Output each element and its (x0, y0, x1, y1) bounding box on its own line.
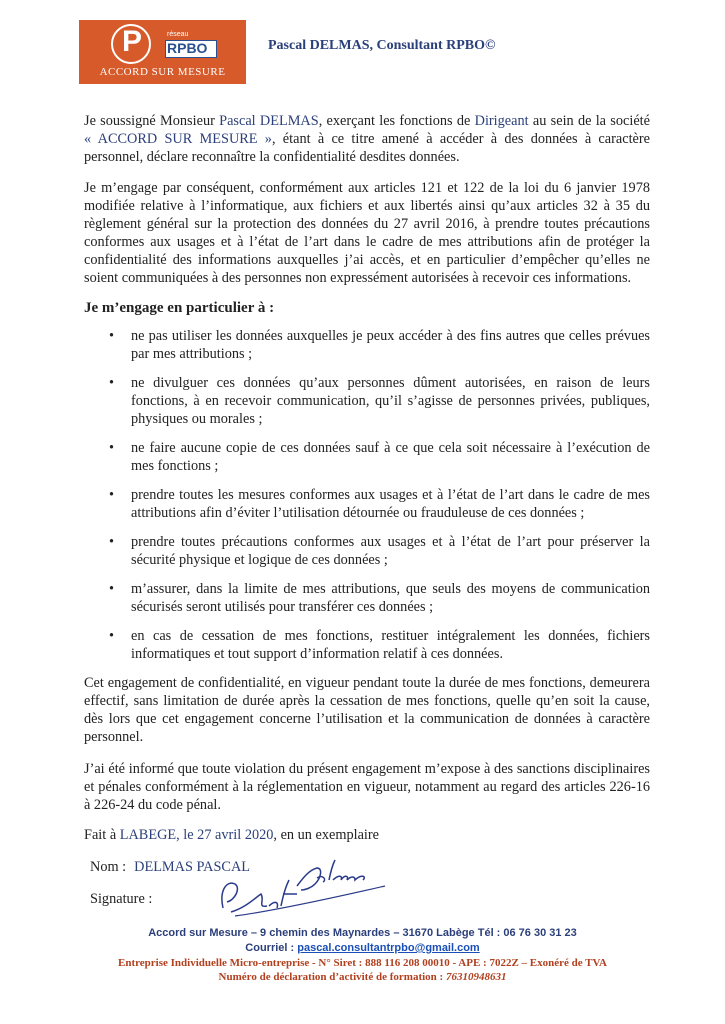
list-item-text: prendre toutes précautions conformes aux usages et à l’état de l’art pour préserver la sécurité physique et logique de ces données ; (131, 534, 650, 568)
signatory-name: Pascal DELMAS (219, 113, 319, 129)
footer-address: Accord sur Mesure – 9 chemin des Maynardes – 31670 Labège Tél : 06 76 30 31 23 (148, 927, 577, 939)
bullet-icon: • (109, 628, 115, 644)
logo-brand: ACCORD SUR MESURE (99, 66, 226, 78)
document-body (84, 112, 650, 908)
footer-declaration (0, 971, 725, 983)
name-value: DELMAS PASCAL (134, 859, 251, 875)
commitments-list (84, 327, 650, 663)
signatory-role: Dirigeant (474, 113, 529, 129)
logo-rpbo: RPBO (167, 40, 208, 56)
logo-letter: P (122, 25, 143, 58)
list-item (84, 486, 650, 522)
list-item (84, 627, 650, 663)
footer-email-line (0, 942, 725, 954)
handwritten-signature (205, 850, 405, 925)
bullet-icon: • (109, 440, 115, 456)
bullet-icon: • (109, 375, 115, 391)
bullet-icon: • (109, 534, 115, 550)
company-name: « ACCORD SUR MESURE » (84, 131, 272, 147)
intro-text-3: au sein de la société (528, 113, 650, 129)
list-item-text: ne divulguer ces données qu’aux personnes dûment autorisées, en raison de leurs fonctions, à en recevoir communication, qu’il s’agisse de personnes privées, publiques, physiques ou morales ; (131, 375, 650, 427)
list-item (84, 439, 650, 475)
intro-text-4: , étant à ce titre amené à accéder à des données à caractère personnel, déclare reconnaître la confidentialité desdites données. (84, 131, 650, 165)
intro-text-2: , exerçant les fonctions de (318, 113, 475, 129)
fait-prefix: Fait à (84, 827, 120, 843)
list-item-text: ne faire aucune copie de ces données sauf à ce que cela soit nécessaire à l’exécution de mes fonctions ; (131, 440, 650, 474)
sanctions-paragraph: J’ai été informé que toute violation du présent engagement m’expose à des sanctions disciplinaires et pénales conformément à la réglementation en vigueur, notamment au regard des articles 226-16 à 226-24 du code pénal. (84, 761, 650, 813)
header-consultant-name: Pascal DELMAS, Consultant RPBO© (268, 38, 496, 53)
list-item-text: en cas de cessation de mes fonctions, restituer intégralement les données, fichiers informatiques et tout support d’information relatif à ces données. (131, 628, 650, 662)
intro-paragraph (84, 112, 650, 166)
list-item (84, 580, 650, 616)
commitments-heading: Je m’engage en particulier à : (84, 300, 275, 316)
bullet-icon: • (109, 328, 115, 344)
bullet-icon: • (109, 487, 115, 503)
logo-rpbo-small: réseau (167, 31, 189, 38)
place-date: LABEGE, le 27 avril 2020 (119, 827, 274, 843)
bullet-icon: • (109, 581, 115, 597)
duration-paragraph: Cet engagement de confidentialité, en vigueur pendant toute la durée de mes fonctions, demeurera effectif, sans limitation de durée après la cessation de mes fonctions, quelle qu’en soit la cause, dès lors que cet engagement concerne l’utilisation et la communication de données à caractère personnel. (84, 675, 650, 745)
signature-label: Signature : (90, 891, 153, 907)
footer-company-info: Entreprise Individuelle Micro-entreprise - N° Siret : 888 116 208 00010 - APE : 7022Z – Exonéré de TVA (118, 957, 607, 969)
footer-email-label: Courriel : (245, 942, 298, 954)
name-label: Nom : (90, 859, 127, 875)
list-item-text: m’assurer, dans la limite de mes attributions, que seuls des moyens de communication sécurisés seront utilisés pour transférer ces données ; (131, 581, 650, 615)
company-logo (79, 20, 246, 84)
footer-declaration-label: Numéro de déclaration d’activité de formation : (218, 971, 446, 983)
list-item-text: prendre toutes les mesures conformes aux usages et à l’état de l’art dans le cadre de mes attributions afin d’éviter l’utilisation détournée ou frauduleuse de ces données ; (131, 487, 650, 521)
list-item (84, 374, 650, 428)
commitment-paragraph: Je m’engage par conséquent, conformément aux articles 121 et 122 de la loi du 6 janvier 1978 modifiée relative à l’informatique, aux fichiers et aux libertés ainsi qu’aux articles 32 à 35 du règlement général sur la protection des données du 27 avril 2016, à prendre toutes précautions conformes aux usages et à l’état de l’art dans le cadre de mes attributions afin de protéger la confidentialité des informations auxquelles j’ai accès, et en particulier d’empêcher qu’elles ne soient communiquées à des personnes non expressément autorisées à recevoir ces informations. (84, 180, 650, 286)
footer-email-link[interactable]: pascal.consultantrpbo@gmail.com (297, 942, 480, 954)
list-item-text: ne pas utiliser les données auxquelles je peux accéder à des fins autres que celles prévues par mes attributions ; (131, 328, 650, 362)
place-date-line (84, 826, 650, 844)
intro-text-1: Je soussigné Monsieur (84, 113, 220, 129)
list-item (84, 533, 650, 569)
footer-declaration-number: 76310948631 (445, 971, 507, 983)
list-item (84, 327, 650, 363)
fait-suffix: , en un exemplaire (273, 827, 380, 843)
